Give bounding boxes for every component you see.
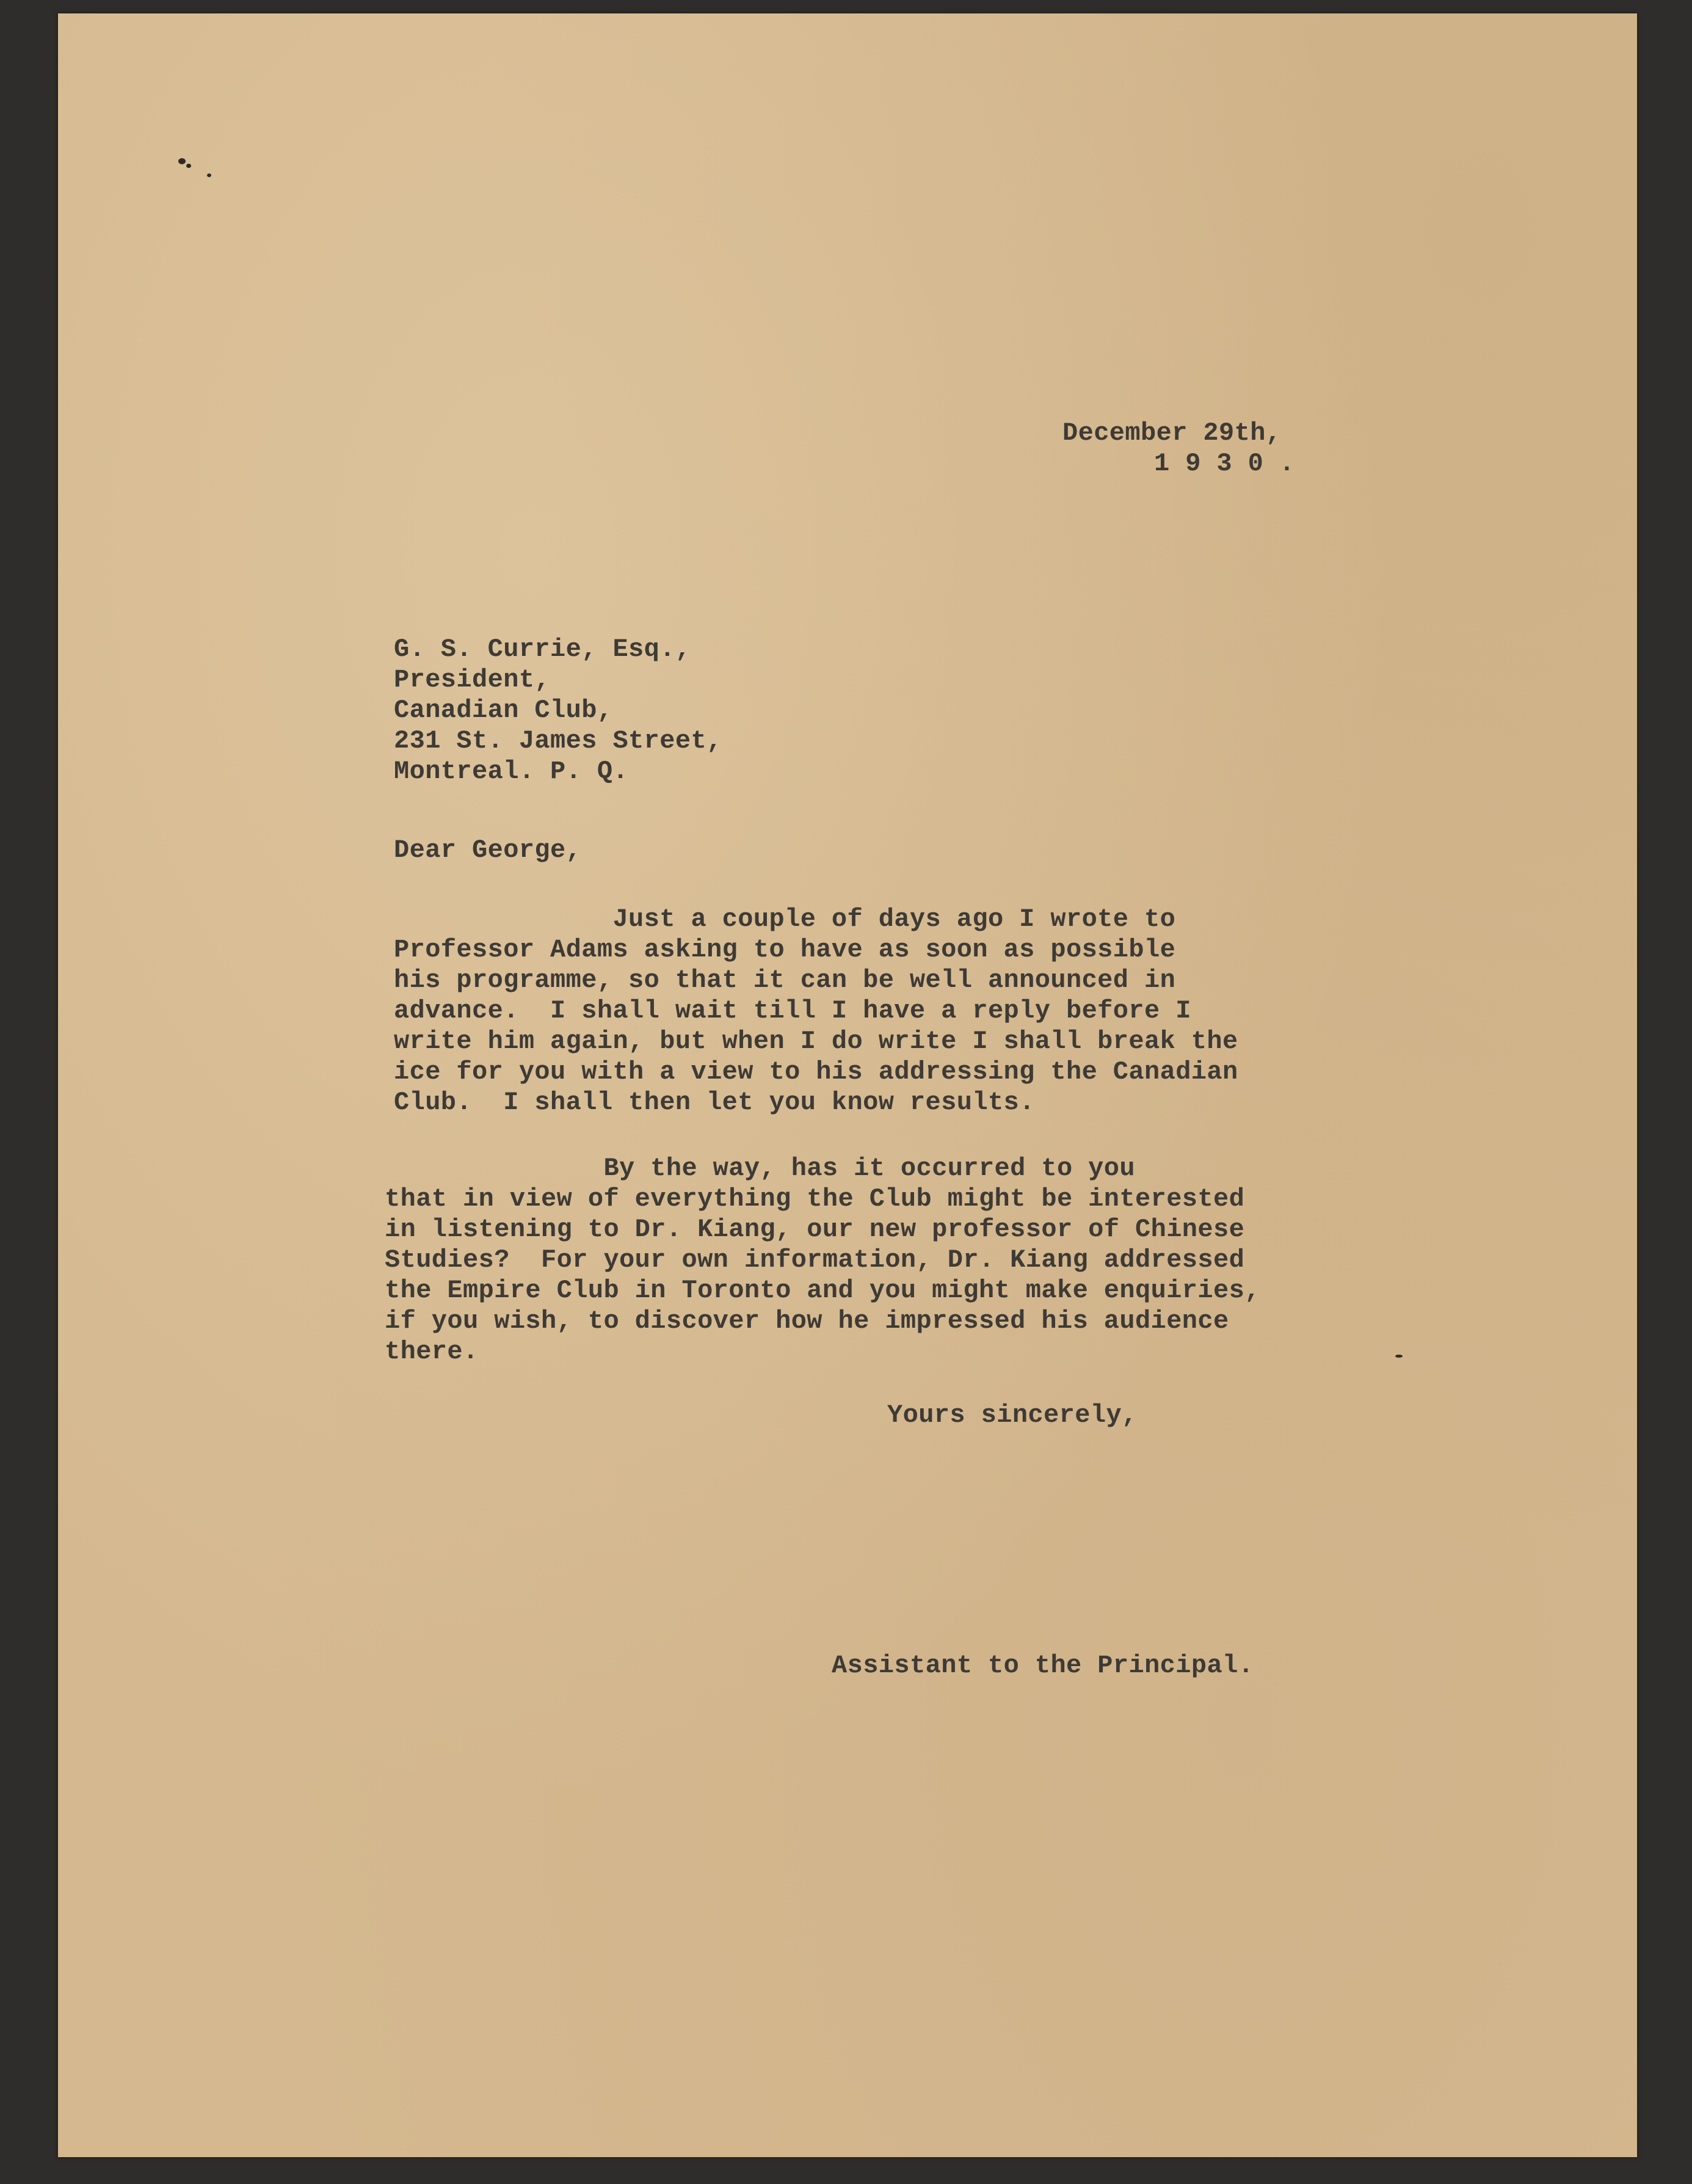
paragraph-line: his programme, so that it can be well announced in <box>394 966 1176 995</box>
paragraph-line: the Empire Club in Toronto and you might make enquiries, <box>385 1276 1260 1305</box>
letter-page <box>58 13 1637 2157</box>
address-line: Montreal. P. Q. <box>394 757 629 786</box>
paragraph-line: if you wish, to discover how he impressed his audience <box>385 1306 1229 1336</box>
closing: Yours sincerely, <box>887 1400 1138 1430</box>
address-line: Canadian Club, <box>394 696 613 725</box>
ink-speck <box>1395 1355 1403 1358</box>
signature-title: Assistant to the Principal. <box>832 1651 1254 1680</box>
paragraph-line: there. <box>385 1337 479 1366</box>
letter-date-line1: December 29th, <box>1062 418 1282 448</box>
paragraph-line: write him again, but when I do write I shall break the <box>394 1027 1238 1056</box>
paragraph-line: Club. I shall then let you know results. <box>394 1088 1035 1117</box>
paragraph-line: in listening to Dr. Kiang, our new professor of Chinese <box>385 1215 1245 1244</box>
paragraph-line: that in view of everything the Club might be interested <box>385 1184 1245 1214</box>
paragraph-line: advance. I shall wait till I have a reply before I <box>394 996 1191 1025</box>
paragraph-line: By the way, has it occurred to you <box>385 1154 1135 1183</box>
paragraph-line: Professor Adams asking to have as soon as possible <box>394 935 1176 964</box>
address-line: G. S. Currie, Esq., <box>394 635 691 664</box>
paragraph-line: Just a couple of days ago I wrote to <box>394 905 1176 934</box>
address-line: 231 St. James Street, <box>394 726 722 755</box>
paragraph-line: ice for you with a view to his addressing the Canadian <box>394 1057 1238 1087</box>
ink-speck <box>207 173 211 177</box>
paragraph-line: Studies? For your own information, Dr. Kiang addressed <box>385 1245 1245 1275</box>
ink-speck <box>178 158 186 164</box>
address-line: President, <box>394 665 551 694</box>
salutation: Dear George, <box>394 835 582 865</box>
ink-speck <box>186 164 191 168</box>
letter-date-line2: 1 9 3 0 . <box>1154 449 1295 478</box>
